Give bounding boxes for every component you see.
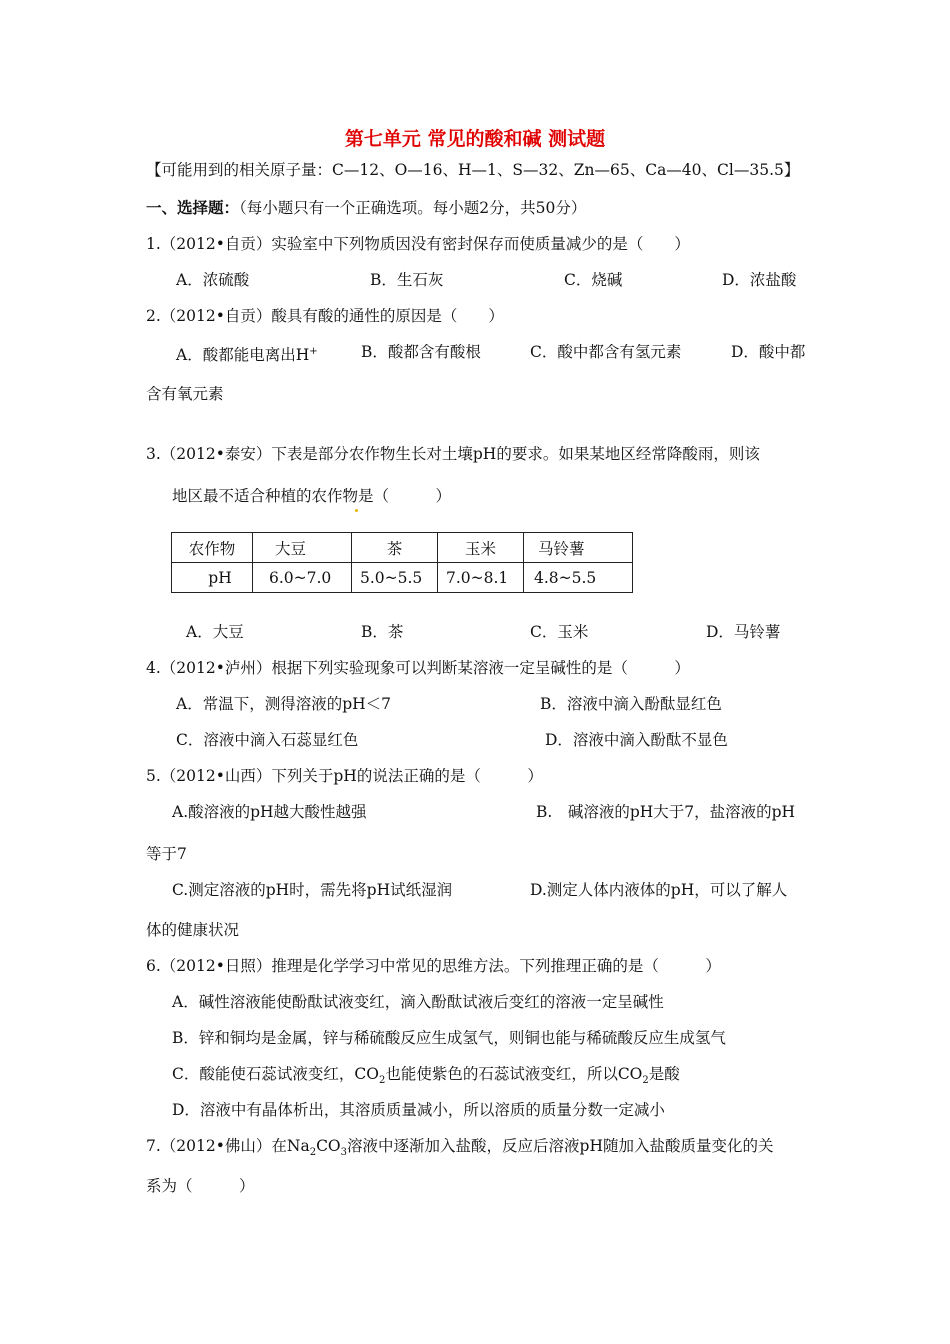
question-5-option-a: A.酸溶液的pH越大酸性越强 xyxy=(172,803,367,821)
question-3-stem-continued: 地区最不适合种植的农作物是（ ） xyxy=(172,487,452,505)
table-cell: 6.0~7.0 xyxy=(253,563,352,593)
question-4-option-b: B．溶液中滴入酚酞显红色 xyxy=(540,695,722,713)
table-cell: 农作物 xyxy=(172,533,253,563)
section-heading xyxy=(146,198,586,218)
question-6-stem: 6.（2012•日照）推理是化学学习中常见的思维方法。下列推理正确的是（ ） xyxy=(146,957,721,975)
question-4-option-a: A．常温下，测得溶液的pH＜7 xyxy=(176,695,391,713)
question-1-option-a: A．浓硫酸 xyxy=(176,271,250,289)
question-7-stem: 7.（2012•佛山）在$Na_2CO_3$溶液中逐渐加入盐酸，反应后溶液pH随加入盐酸质量变化的关 xyxy=(146,1137,774,1159)
page-title: 第七单元 常见的酸和碱 测试题 xyxy=(344,128,606,150)
question-2-option-a: A．酸都能电离出H+ xyxy=(176,346,318,365)
question-3-option-d: D．马铃薯 xyxy=(706,623,781,641)
question-1-option-b: B．生石灰 xyxy=(370,271,444,289)
question-2-stem: 2.（2012•自贡）酸具有酸的通性的原因是（ ） xyxy=(146,307,504,325)
table-row xyxy=(172,563,633,593)
question-3-stem: 3.（2012•泰安）下表是部分农作物生长对土壤pH的要求。如果某地区经常降酸雨，则该 xyxy=(146,445,760,463)
question-7-stem-continued: 系为（ ） xyxy=(146,1177,255,1195)
question-6-option-a: A．碱性溶液能使酚酞试液变红，滴入酚酞试液后变红的溶液一定呈碱性 xyxy=(172,993,664,1011)
question-2-option-d: D．酸中都 xyxy=(731,343,806,361)
table-cell: 马铃薯 xyxy=(524,533,633,563)
question-5-option-c: C.测定溶液的pH时，需先将pH试纸湿润 xyxy=(172,881,453,899)
atomic-mass-note: 【可能用到的相关原子量：C—12、O—16、H—1、S—32、Zn—65、Ca—40、Cl—35.5】 xyxy=(146,161,800,179)
section-note: （每小题只有一个正确选项。每小题2分，共50分） xyxy=(239,199,587,217)
question-6-option-d: D．溶液中有晶体析出，其溶质质量减小，所以溶质的质量分数一定减小 xyxy=(172,1101,665,1119)
table-cell: 大豆 xyxy=(253,533,352,563)
question-3-option-c: C．玉米 xyxy=(530,623,589,641)
question-5-stem: 5.（2012•山西）下列关于pH的说法正确的是（ ） xyxy=(146,767,543,785)
table-cell: 茶 xyxy=(352,533,438,563)
question-3-option-a: A．大豆 xyxy=(186,623,244,641)
question-2-option-d-continued: 含有氧元素 xyxy=(146,385,224,403)
question-2-option-b: B．酸都含有酸根 xyxy=(361,343,481,361)
question-2-option-c: C．酸中都含有氢元素 xyxy=(530,343,682,361)
question-5-option-b-continued: 等于7 xyxy=(146,845,187,863)
question-6-option-b: B．锌和铜均是金属，锌与稀硫酸反应生成氢气，则铜也能与稀硫酸反应生成氢气 xyxy=(172,1029,726,1047)
question-6-option-c: C．酸能使石蕊试液变红，$CO_2$也能使紫色的石蕊试液变红，所以$CO_2$是酸 xyxy=(172,1065,680,1087)
question-1-stem: 1.（2012•自贡）实验室中下列物质因没有密封保存而使质量减少的是（ ） xyxy=(146,235,690,253)
question-4-option-c: C．溶液中滴入石蕊显红色 xyxy=(176,731,359,749)
ph-requirement-table xyxy=(171,532,633,593)
section-title: 一、选择题： xyxy=(146,198,240,217)
question-1-option-c: C．烧碱 xyxy=(564,271,623,289)
question-5-option-d: D.测定人体内液体的pH，可以了解人 xyxy=(530,881,788,899)
question-5-option-b: B. 碱溶液的pH大于7，盐溶液的pH xyxy=(536,803,796,821)
question-4-option-d: D．溶液中滴入酚酞不显色 xyxy=(545,731,728,749)
table-cell: 5.0~5.5 xyxy=(352,563,438,593)
table-cell: pH xyxy=(172,563,253,593)
question-4-stem: 4.（2012•泸州）根据下列实验现象可以判断某溶液一定呈碱性的是（ ） xyxy=(146,659,690,677)
question-1-option-d: D．浓盐酸 xyxy=(722,271,797,289)
question-5-option-d-continued: 体的健康状况 xyxy=(146,921,240,939)
table-header-row xyxy=(172,533,633,563)
table-cell: 7.0~8.1 xyxy=(438,563,524,593)
question-3-option-b: B．茶 xyxy=(361,623,404,641)
ink-speck xyxy=(355,509,358,512)
table-cell: 4.8~5.5 xyxy=(524,563,633,593)
table-cell: 玉米 xyxy=(438,533,524,563)
